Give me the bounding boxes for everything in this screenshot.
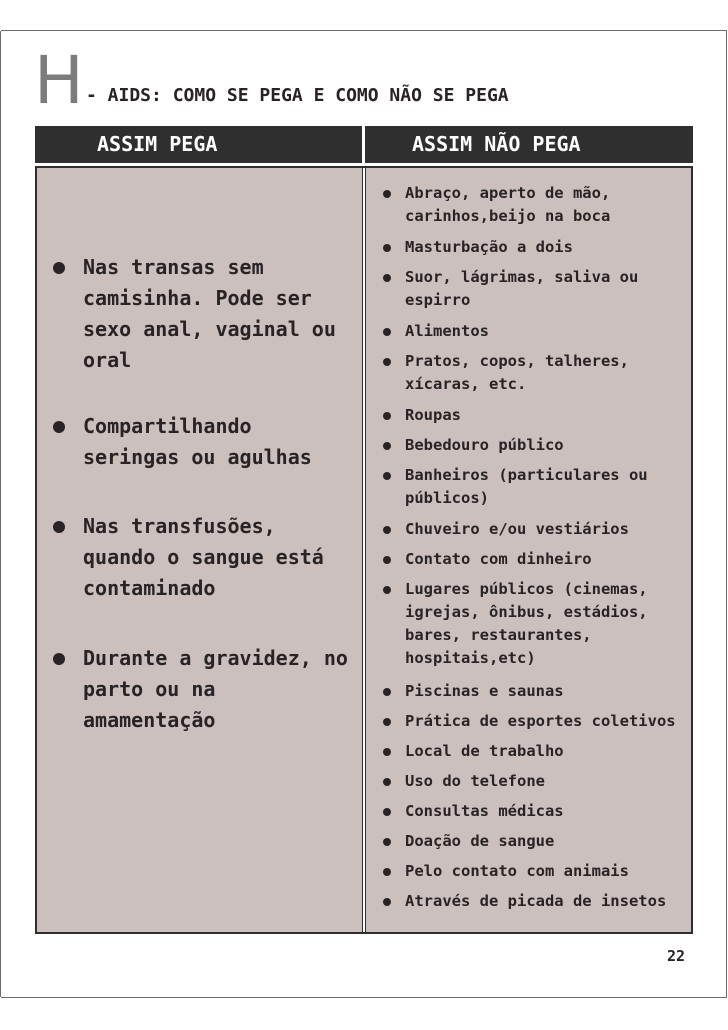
list-item (405, 548, 690, 571)
bullet-icon (53, 421, 65, 433)
list-item-text: Uso do telefone (405, 772, 545, 790)
table-body (35, 166, 693, 934)
page-number: 22 (667, 947, 686, 965)
bullet-icon (53, 653, 65, 665)
list-item-text: Prática de esportes coletivos (405, 712, 676, 730)
list-item (405, 404, 690, 427)
list-item (83, 252, 353, 376)
list-item (405, 860, 690, 883)
list-item (405, 890, 690, 913)
list-item-text: Lugares públicos (cinemas, igrejas, ônibus, estádios, bares, restaurantes, hospitais,etc) (405, 580, 648, 667)
header-assim-pega: ASSIM PEGA (97, 132, 218, 156)
list-item-text: Durante a gravidez, no parto ou na amamentação (83, 646, 348, 732)
bullet-icon (383, 274, 391, 282)
bullet-icon (383, 328, 391, 336)
list-item-text: Consultas médicas (405, 802, 564, 820)
section-letter: H (34, 42, 84, 119)
bullet-icon (383, 808, 391, 816)
list-item-text: Alimentos (405, 322, 489, 340)
list-item-text: Local de trabalho (405, 742, 564, 760)
bullet-icon (383, 748, 391, 756)
bullet-icon (383, 778, 391, 786)
list-item (405, 710, 690, 733)
bullet-icon (383, 412, 391, 420)
list-item (405, 830, 690, 853)
column-assim-nao-pega (366, 168, 691, 932)
list-item (405, 518, 690, 541)
list-item-text: Compartilhando seringas ou agulhas (83, 414, 312, 469)
list-item (83, 511, 353, 604)
list-item (405, 236, 690, 259)
bullet-icon (383, 868, 391, 876)
header-assim-nao-pega: ASSIM NÃO PEGA (362, 126, 693, 163)
list-item (405, 578, 690, 670)
list-item (405, 800, 690, 823)
bullet-icon (383, 556, 391, 564)
list-item (405, 770, 690, 793)
list-item (405, 464, 690, 510)
list-item (405, 350, 690, 396)
list-item (83, 411, 353, 473)
list-item-text: Suor, lágrimas, saliva ou espirro (405, 268, 639, 309)
list-item-text: Através de picada de insetos (405, 892, 667, 910)
list-item-text: Pratos, copos, talheres, xícaras, etc. (405, 352, 629, 393)
bullet-icon (383, 718, 391, 726)
bullet-icon (383, 442, 391, 450)
bullet-icon (383, 586, 391, 594)
list-item-text: Abraço, aperto de mão, carinhos,beijo na boca (405, 184, 611, 225)
bullet-icon (53, 521, 65, 533)
table-header (35, 126, 693, 163)
bullet-icon (383, 688, 391, 696)
bullet-icon (383, 526, 391, 534)
list-item-text: Roupas (405, 406, 461, 424)
list-item (405, 182, 690, 228)
list-item (405, 266, 690, 312)
list-item-text: Pelo contato com animais (405, 862, 629, 880)
bullet-icon (383, 838, 391, 846)
list-item-text: Contato com dinheiro (405, 550, 592, 568)
list-item (405, 680, 690, 703)
list-item (405, 320, 690, 343)
column-assim-pega (37, 168, 362, 932)
bullet-icon (383, 244, 391, 252)
bullet-icon (383, 190, 391, 198)
bullet-icon (383, 358, 391, 366)
list-item (405, 434, 690, 457)
bullet-icon (53, 262, 65, 274)
list-item-text: Bebedouro público (405, 436, 564, 454)
list-item-text: Doação de sangue (405, 832, 555, 850)
list-item (405, 740, 690, 763)
list-item-text: Banheiros (particulares ou públicos) (405, 466, 648, 507)
bullet-icon (383, 472, 391, 480)
bullet-icon (383, 898, 391, 906)
list-item-text: Chuveiro e/ou vestiários (405, 520, 629, 538)
list-item (83, 643, 353, 736)
list-item-text: Piscinas e saunas (405, 682, 564, 700)
section-title: - AIDS: COMO SE PEGA E COMO NÃO SE PEGA (86, 85, 509, 106)
list-item-text: Nas transfusões, quando o sangue está contaminado (83, 514, 324, 600)
list-item-text: Nas transas sem camisinha. Pode ser sexo anal, vaginal ou oral (83, 255, 336, 372)
list-item-text: Masturbação a dois (405, 238, 573, 256)
